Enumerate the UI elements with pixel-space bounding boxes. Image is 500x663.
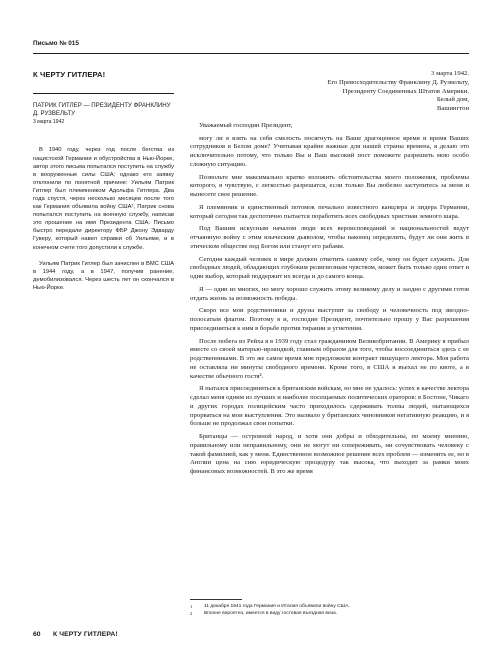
letter-date: 3 марта 1942. (431, 70, 469, 77)
letter-number: Письмо № 015 (33, 40, 79, 47)
intro-paragraph: Уильям Патрик Гитлер был зачислен в ВМС США в 1944 году, а в 1947, получив ранение, демобилизовался. Через шесть лет он скончался в Нью-Йорке. (33, 260, 174, 291)
letter-address (190, 79, 469, 114)
address-line: Вашингтон (436, 105, 469, 112)
letter-paragraph: Британцы — островной народ, и хотя они добры и обходительны, по моему мнению, правильному или неправильному, они не могут ни сопереживать, ни сочувствовать человеку с такой фамилией, как у меня. Единственное возможное решение всех проблем — изменить ее, но в Англии цена на сию юридическую процедуру так высока, что выходит за рамки моих финансовых возможностей. В это же время (190, 433, 469, 475)
page-number: 60 (33, 631, 41, 638)
letter-paragraph: Я племянник и единственный потомок печально известного канцлера и лидера Германии, который сегодня так деспотично пытается поработить всех свободных христиан земного шара. (190, 203, 469, 220)
footnote-marker: 2 (190, 611, 193, 617)
address-line: Президенту Соединенных Штатов Америки. (342, 87, 469, 95)
letter-paragraph: Позвольте мне максимально кратко изложить обстоятельства моего положения, проблемы которого, я чувствую, с легкостью разрешатся, если только Вы любезно заступитесь за меня и вынесете свое решение. (190, 173, 469, 198)
intro-paragraph: В 1940 году, через год после бегства из нацистской Германии и обустройства в Нью-Йорке, автор этого письма попытался поступить на службу в вооруженные силы США; однако его заявку отклонили по понятной причине: Уильям Патрик Гитлер был племянником Адольфа Гитлера. Два года спустя, через несколько месяцев после того как Германия объявила войну США¹, Патрик снова попытался поступить на военную службу, написав это прошение на имя Президента США. Письмо быстро передали директору ФБР Джону Эдварду Гуверу, который навел справки об Уильяме, и в конечном счете того допустили к службе. (33, 147, 174, 251)
footnote-text: 11 декабря 1941 года Германия и Италия объявили войну США. (204, 604, 350, 609)
letter-paragraph: Скоро все мои родственники и друзы выступят за свободу и человечность под звездно-полосатым флагом. Поэтому я и, господин Президент, почтительно прошу у Вас разрешения присоединиться к ним в борьбе против тирании и угнетения. (190, 307, 469, 332)
address-line: Белый дом, (436, 96, 469, 104)
letter-paragraph: Под Вашим искусным началом люди всех вероисповеданий и национальностей ведут отчаянную войну с этим языческим дьяволом, чтобы наконец определить, будут ли они жить в этическом обществе под Богом или станут его рабами. (190, 225, 469, 250)
letter-paragraph: Я — один из многих, но могу хорошо служить этому великому делу и заодно с другими готов отдать жизнь за возможность победы. (190, 285, 469, 302)
left-column (33, 70, 174, 300)
letter-date-caption: 3 марта 1942 (33, 119, 65, 126)
letter-paragraph: Я пытался присоединиться к британским войскам, но мне не удалось: успех в качестве лектора сделал меня одним из лучших и наиболее посещаемых политических ораторов: в Бостоне, Чикаго и других городах полицейским часто приходилось сдерживать толпы людей, пытающихся прорваться на мои выступления. Это вызвало у британских чиновников негативную реакцию, и я больше не продолжал свои попытки. (190, 385, 469, 428)
letter-column (190, 70, 469, 481)
footnotes (190, 599, 469, 618)
letter-paragraph: могу ли я взять на себя смелость посягнуть на Ваше драгоценное время и время Ваших сотрудников в Белом доме? Учитывая крайне важные для нашей страны времена, я делаю это исключительно потому, что только Вы и Ваш высокий пост поможете разрешить мою особо сложную ситуацию. (190, 134, 469, 168)
letter-body (190, 135, 469, 477)
section-title: К ЧЕРТУ ГИТЛЕРА! (33, 70, 106, 79)
header-rule (33, 53, 469, 54)
footnote-rule (190, 599, 242, 600)
footnote (190, 610, 469, 617)
title-rule (33, 93, 174, 94)
footnote-marker: 1 (190, 604, 193, 609)
letter-greeting: Уважаемый господин Президент, (199, 121, 293, 129)
running-title: К ЧЕРТУ ГИТЛЕРА! (53, 631, 118, 638)
intro-text (33, 146, 174, 292)
letter-paragraph: После побега из Рейха я в 1939 году стал гражданином Великобритании. В Америку я прибыл вместе со своей матерью-ирландкой, главным образом для того, чтобы воссоединиться здесь с ее родственниками. В это же самое время мне предложили контракт пишущего лектора. Моя работа не оставляла ни минуты свободного времени. Кроме того, в США я въехал не по квоте, а в качестве обычного гостя². (190, 337, 469, 380)
footnote-text: Вполне вероятно, имеется в виду гостевая въездная виза. (204, 611, 338, 617)
letter-subtitle: ПАТРИК ГИТЛЕР — ПРЕЗИДЕНТУ ФРАНКЛИНУ Д. РУЗВЕЛЬТУ (33, 102, 171, 118)
address-line: Его Превосходительству Франклину Д. Рузвельту, (327, 78, 469, 86)
letter-paragraph: Сегодня каждый человек в мире должен ответить самому себе, чему он будет служить. Для свободных людей, обладающих глубоким религиозным чувством, может быть только один ответ и один выбор, который поддержит их всегда и до самого конца. (190, 255, 469, 280)
footnote (190, 603, 469, 610)
